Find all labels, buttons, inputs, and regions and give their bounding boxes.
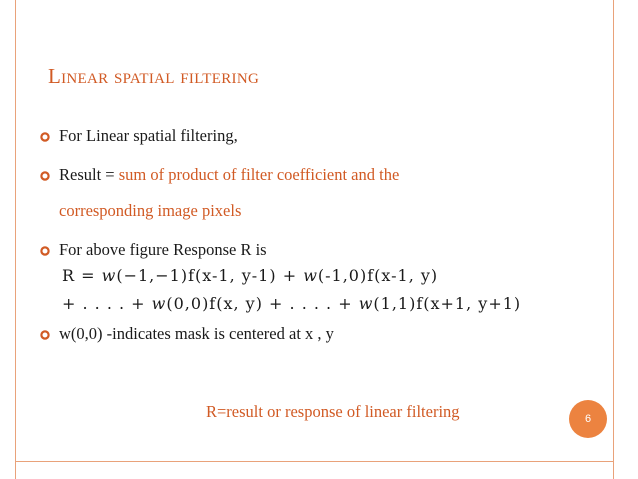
- page-number-badge: [569, 400, 607, 438]
- result-definition: sum of product of filter coefficient and the: [118, 165, 400, 184]
- bullet-text-1: For Linear spatial filtering,: [59, 126, 238, 145]
- slide-frame-left: [15, 0, 16, 479]
- slide-title: Linear spatial filtering: [48, 64, 260, 88]
- slide-frame-bottom: [15, 461, 614, 462]
- bullet-circle-icon: [40, 171, 50, 181]
- figure-caption: R=result or response of linear filtering: [206, 402, 460, 421]
- slide-frame-right: [613, 0, 614, 479]
- bullet-text-4: w(0,0) -indicates mask is centered at x , y: [59, 324, 334, 343]
- bullet-text-2: [59, 165, 399, 185]
- bullet-text-3: For above figure Response R is: [59, 240, 267, 259]
- response-formula-line-2: + . . . . + w(0,0)f(x, y) + . . . . + w(1,1)f(x+1, y+1): [62, 294, 522, 313]
- result-prefix: Result =: [59, 165, 119, 184]
- page-number: 6: [584, 413, 592, 425]
- bullet-circle-icon: [40, 330, 50, 340]
- bullet-circle-icon: [40, 246, 50, 256]
- response-formula-line-1: R = w(−1,−1)f(x-1, y-1) + w(-1,0)f(x-1, y): [62, 266, 439, 285]
- result-definition-continued: corresponding image pixels: [59, 201, 242, 220]
- bullet-circle-icon: [40, 132, 50, 142]
